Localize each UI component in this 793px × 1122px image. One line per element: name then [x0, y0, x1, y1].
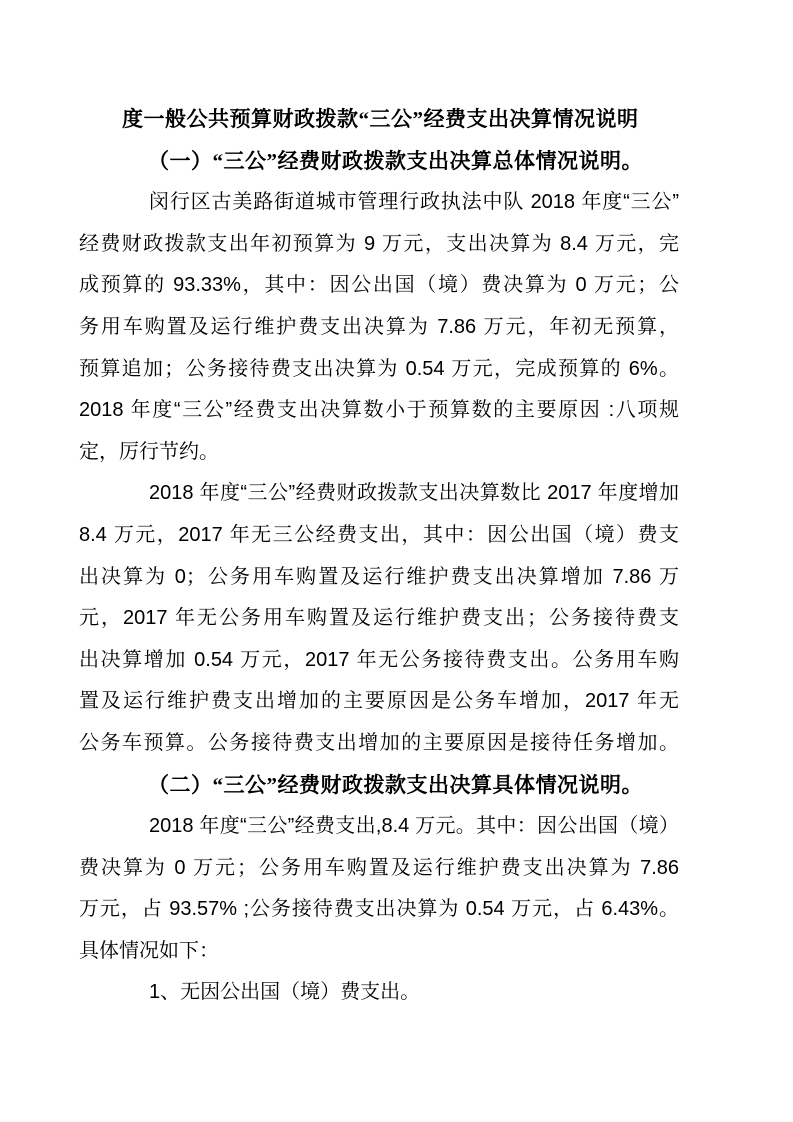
- paragraph-line: 2018 年度“三公”经费财政拨款支出决算数比 2017 年度增加: [149, 482, 679, 505]
- paragraph-line: 经费财政拨款支出年初预算为 9 万元，支出决算为 8.4 万元，完: [79, 232, 679, 255]
- paragraph-line: 置及运行维护费支出增加的主要原因是公务车增加，2017 年无: [79, 690, 679, 713]
- paragraph-line: 定，厉行节约。: [79, 440, 219, 463]
- paragraph-line: 公务车预算。公务接待费支出增加的主要原因是接待任务增加。: [79, 731, 679, 754]
- text-column: [79, 99, 679, 1014]
- paragraph-line: 出决算增加 0.54 万元，2017 年无公务接待费支出。公务用车购: [79, 648, 679, 671]
- paragraph-line: 预算追加；公务接待费支出决算为 0.54 万元，完成预算的 6%。: [79, 357, 679, 380]
- paragraph-line: 费决算为 0 万元；公务用车购置及运行维护费支出决算为 7.86: [79, 856, 679, 879]
- paragraph-line: 8.4 万元，2017 年无三公经费支出，其中：因公出国（境）费支: [79, 523, 679, 546]
- paragraph-line: 元，2017 年无公务用车购置及运行维护费支出；公务接待费支: [79, 607, 679, 630]
- paragraph-line: 万元，占 93.57% ;公务接待费支出决算为 0.54 万元，占 6.43%。: [79, 898, 679, 921]
- paragraph-line: 具体情况如下：: [79, 939, 219, 962]
- paragraph-line: 闵行区古美路街道城市管理行政执法中队 2018 年度“三公”: [149, 191, 679, 214]
- paragraph-line: 务用车购置及运行维护费支出决算为 7.86 万元，年初无预算，: [79, 315, 679, 338]
- paragraph-line: 2018 年度“三公”经费支出决算数小于预算数的主要原因 :八项规: [79, 399, 679, 422]
- paragraph-line: 成预算的 93.33%，其中：因公出国（境）费决算为 0 万元；公: [79, 274, 679, 297]
- subsection-heading-1: （一）“三公”经费财政拨款支出决算总体情况说明。: [148, 148, 643, 173]
- section-heading-continuation: 度一般公共预算财政拨款“三公”经费支出决算情况说明: [122, 107, 639, 131]
- paragraph-line: 2018 年度“三公”经费支出,8.4 万元。其中：因公出国（境）: [149, 815, 679, 838]
- list-item-line: 1、无因公出国（境）费支出。: [149, 981, 421, 1004]
- subsection-heading-2: （二）“三公”经费财政拨款支出决算具体情况说明。: [148, 772, 643, 797]
- paragraph-line: 出决算为 0；公务用车购置及运行维护费支出决算增加 7.86 万: [79, 565, 679, 588]
